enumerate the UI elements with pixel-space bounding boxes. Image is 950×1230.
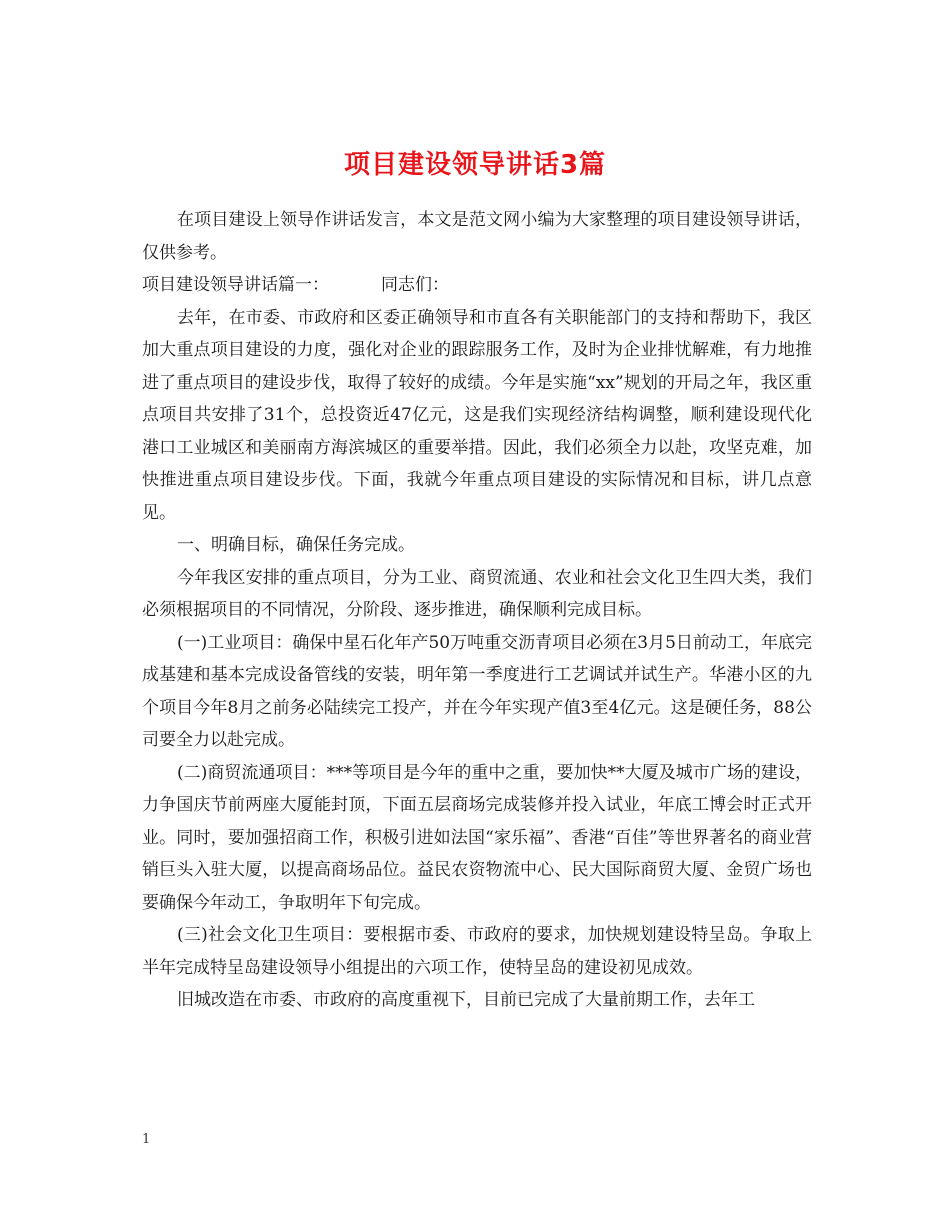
body-paragraph: 一、明确目标，确保任务完成。 [177,535,415,555]
body-paragraph: 去年，在市委、市政府和区委正确领导和市直各有关职能部门的支持和帮助下，我区加大重点项目建设的力度，强化对企业的跟踪服务工作，及时为企业排忧解难，有力地推进了重点项目的建设步伐，取得了较好的成绩。今年是实施“xx”规划的开局之年，我区重点项目共安排了31个，总投资近47亿元，这是我们实现经济结构调整，顺利建设现代化港口工业城区和美丽南方海滨城区的重要举措。因此，我们必须全力以赴，攻坚克难，加快推进重点项目建设步伐。下面，我就今年重点项目建设的实际情况和目标，讲几点意见。 [142,307,812,523]
page-number: 1 [142,1132,151,1147]
section-heading-line [142,269,812,302]
body-paragraph: (二)商贸流通项目：***等项目是今年的重中之重，要加快**大厦及城市广场的建设，力争国庆节前两座大厦能封顶，下面五层商场完成装修并投入试业，年底工博会时正式开业。同时，要加强招商工作，积极引进如法国“家乐福”、香港“百佳”等世界著名的商业营销巨头入驻大厦，以提高商场品位。益民农资物流中心、民大国际商贸大厦、金贸广场也要确保今年动工，争取明年下旬完成。 [142,762,812,913]
body-paragraph: (一)工业项目：确保中星石化年产50万吨重交沥青项目必须在3月5日前动工，年底完成基建和基本完成设备管线的安装，明年第一季度进行工艺调试并试生产。华港小区的九个项目今年8月之前务必陆续完工投产，并在今年实现产值3至4亿元。这是硬任务，88公司要全力以赴完成。 [142,632,812,750]
intro-paragraph: 在项目建设上领导作讲话发言，本文是范文网小编为大家整理的项目建设领导讲话，仅供参考。 [142,210,812,263]
document-body [142,204,812,1017]
body-paragraph: 今年我区安排的重点项目，分为工业、商贸流通、农业和社会文化卫生四大类，我们必须根据项目的不同情况，分阶段、逐步推进，确保顺利完成目标。 [142,567,812,620]
section-heading: 项目建设领导讲话篇一： [142,275,329,295]
greeting: 同志们： [381,275,449,295]
body-paragraph: 旧城改造在市委、市政府的高度重视下，目前已完成了大量前期工作，去年工 [177,990,755,1010]
document-title: 项目建设领导讲话3篇 [343,150,607,181]
body-paragraph: (三)社会文化卫生项目：要根据市委、市政府的要求，加快规划建设特呈岛。争取上半年完成特呈岛建设领导小组提出的六项工作，使特呈岛的建设初见成效。 [142,925,812,978]
